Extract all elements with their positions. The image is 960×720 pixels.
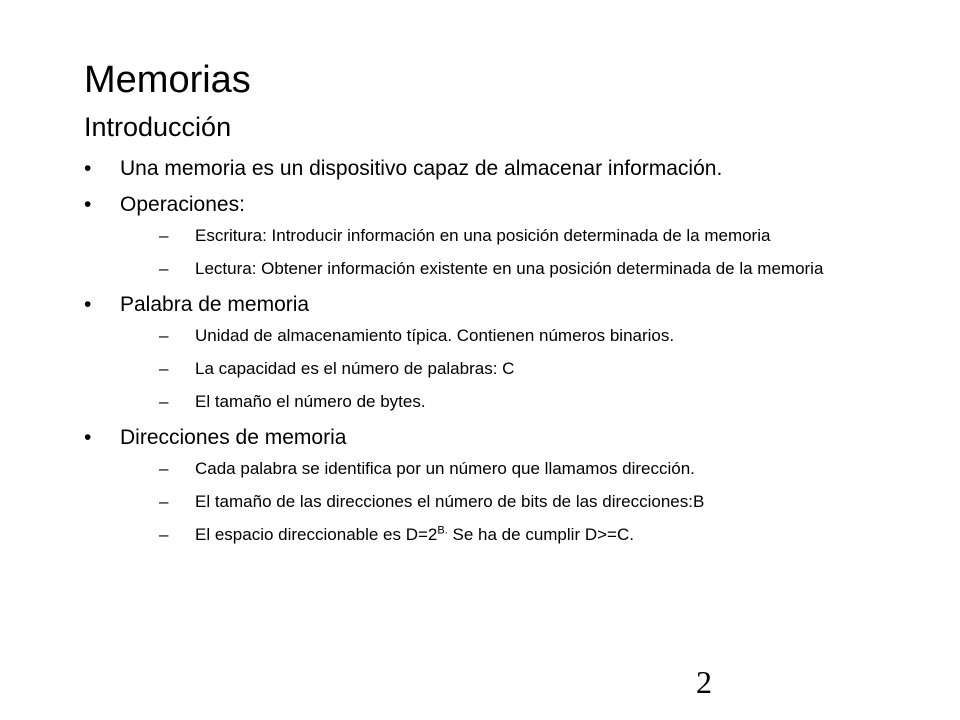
sub-item-text — [195, 525, 894, 545]
bullet-marker: • — [84, 293, 92, 316]
bullet-marker: • — [84, 193, 92, 216]
bullet-palabra — [84, 292, 894, 412]
slide-title: Memorias — [84, 59, 251, 101]
sub-list — [120, 326, 894, 412]
sub-item-text: Lectura: Obtener información existente en una posición determinada de la memoria — [195, 259, 824, 278]
dash-marker: – — [159, 326, 169, 345]
dash-marker: – — [159, 392, 169, 411]
sub-item-lectura — [159, 259, 894, 279]
dash-marker: – — [159, 492, 169, 511]
bullet-marker: • — [84, 426, 92, 449]
bullet-text: Direcciones de memoria — [120, 426, 347, 449]
dash-marker: – — [159, 359, 169, 378]
dash-marker: – — [159, 525, 169, 544]
sub-item-unidad — [159, 326, 894, 346]
sub-item-escritura — [159, 226, 894, 246]
slide-subtitle: Introducción — [84, 112, 232, 142]
dash-marker: – — [159, 459, 169, 478]
formula-text-b: Se ha de cumplir D>=C. — [447, 525, 634, 544]
bullet-text: Una memoria es un dispositivo capaz de almacenar información. — [120, 157, 723, 180]
sub-item-text: Cada palabra se identifica por un número que llamamos dirección. — [195, 459, 695, 478]
sub-item-cada-palabra — [159, 459, 894, 479]
formula-superscript: B. — [437, 524, 448, 537]
sub-item-text: La capacidad es el número de palabras: C — [195, 359, 515, 378]
bullet-text: Operaciones: — [120, 193, 245, 216]
sub-item-capacidad — [159, 359, 894, 379]
bullet-operaciones — [84, 192, 894, 279]
sub-list — [120, 459, 894, 545]
dash-marker: – — [159, 259, 169, 278]
sub-item-tamano — [159, 392, 894, 412]
bullet-definition — [84, 156, 894, 182]
sub-item-text: Unidad de almacenamiento típica. Contienen números binarios. — [195, 326, 675, 345]
sub-item-text: El tamaño el número de bytes. — [195, 392, 426, 411]
sub-list — [120, 226, 894, 279]
dash-marker: – — [159, 226, 169, 245]
bullet-list — [84, 156, 894, 558]
sub-item-espacio — [159, 525, 894, 545]
bullet-marker: • — [84, 157, 92, 180]
sub-item-text: Escritura: Introducir información en una posición determinada de la memoria — [195, 226, 771, 245]
sub-item-text: El tamaño de las direcciones el número de bits de las direcciones:B — [195, 492, 705, 511]
bullet-text: Palabra de memoria — [120, 293, 310, 316]
sub-item-tamano-direcciones — [159, 492, 894, 512]
page-number: 2 — [696, 664, 712, 700]
formula-text-a: El espacio direccionable es D=2 — [195, 525, 438, 544]
bullet-direcciones — [84, 425, 894, 545]
